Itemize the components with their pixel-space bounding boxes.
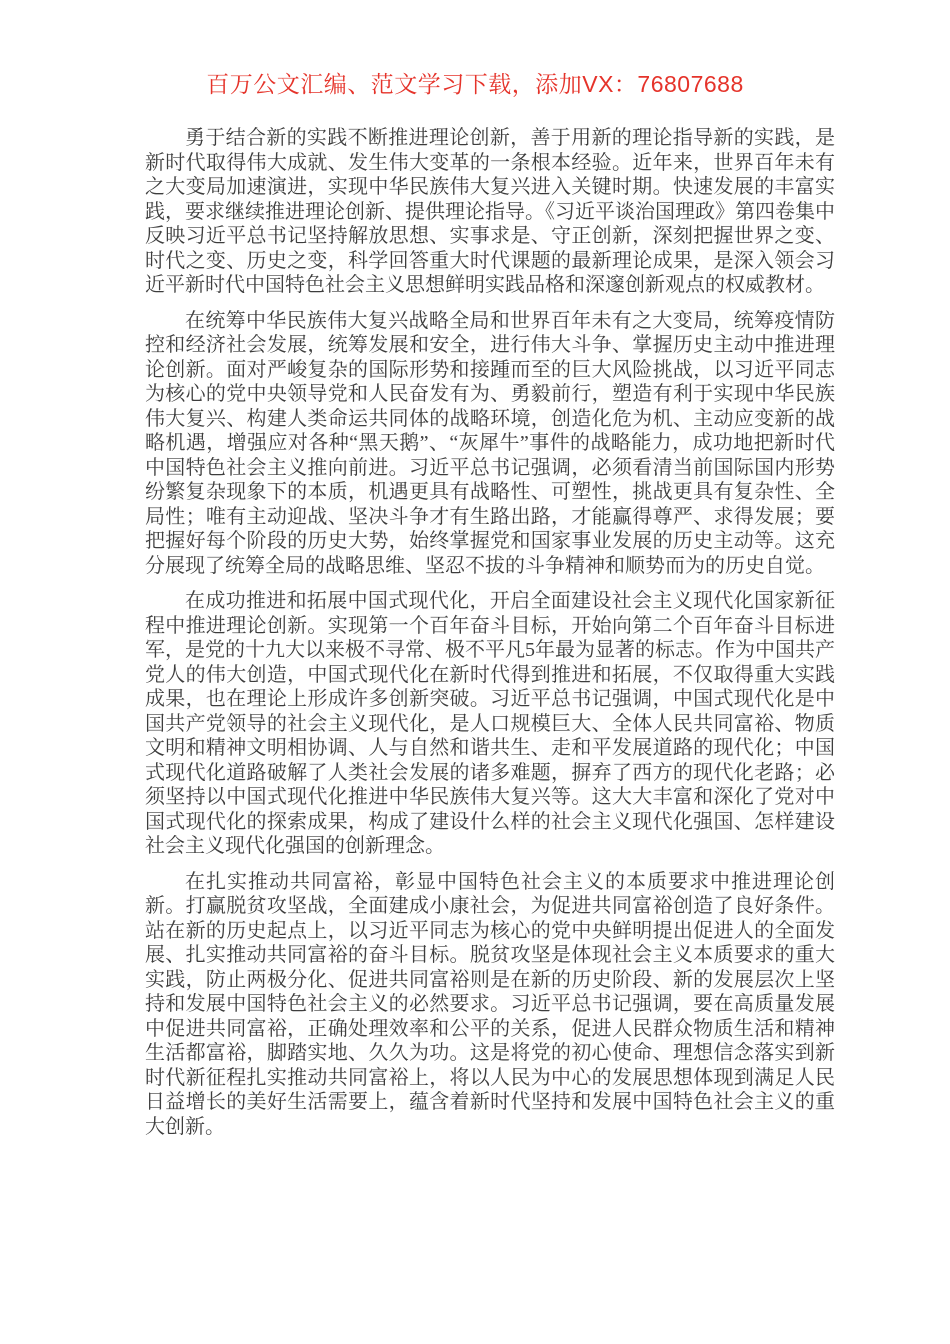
body-paragraph: 在成功推进和拓展中国式现代化，开启全面建设社会主义现代化国家新征程中推进理论创新。实现第一个百年奋斗目标，开始向第二个百年奋斗目标进军，是党的十九大以来极不寻常、极不平凡5年最为显著的标志。作为中国共产党人的伟大创造，中国式现代化在新时代得到推进和拓展，不仅取得重大实践成果，也在理论上形成许多创新突破。习近平总书记强调，中国式现代化是中国共产党领导的社会主义现代化，是人口规模巨大、全体人民共同富裕、物质文明和精神文明相协调、人与自然和谐共生、走和平发展道路的现代化；中国式现代化道路破解了人类社会发展的诸多难题，摒弃了西方的现代化老路；必须坚持以中国式现代化推进中华民族伟大复兴等。这大大丰富和深化了党对中国式现代化的探索成果，构成了建设什么样的社会主义现代化强国、怎样建设社会主义现代化强国的创新理念。: [145, 590, 835, 857]
document-body: [145, 126, 835, 1139]
promo-header-text: 百万公文汇编、范文学习下载，添加VX：76807688: [206, 71, 744, 97]
body-paragraph: 在统筹中华民族伟大复兴战略全局和世界百年未有之大变局，统筹疫情防控和经济社会发展，统筹发展和安全，进行伟大斗争、掌握历史主动中推进理论创新。面对严峻复杂的国际形势和接踵而至的巨大风险挑战，以习近平同志为核心的党中央领导党和人民奋发有为、勇毅前行，塑造有利于实现中华民族伟大复兴、构建人类命运共同体的战略环境，创造化危为机、主动应变新的战略机遇，增强应对各种“黑天鹅”、“灰犀牛”事件的战略能力，成功地把新时代中国特色社会主义推向前进。习近平总书记强调，必须看清当前国际国内形势纷繁复杂现象下的本质，机遇更具有战略性、可塑性，挑战更具有复杂性、全局性；唯有主动迎战、坚决斗争才有生路出路，才能赢得尊严、求得发展；要把握好每个阶段的历史大势，始终掌握党和国家事业发展的历史主动等。这充分展现了统筹全局的战略思维、坚忍不拔的斗争精神和顺势而为的历史自觉。: [145, 309, 835, 577]
body-paragraph: 勇于结合新的实践不断推进理论创新，善于用新的理论指导新的实践，是新时代取得伟大成就、发生伟大变革的一条根本经验。近年来，世界百年未有之大变局加速演进，实现中华民族伟大复兴进入关键时期。快速发展的丰富实践，要求继续推进理论创新、提供理论指导。《习近平谈治国理政》第四卷集中反映习近平总书记坚持解放思想、实事求是、守正创新，深刻把握世界之变、时代之变、历史之变，科学回答重大时代课题的最新理论成果，是深入领会习近平新时代中国特色社会主义思想鲜明实践品格和深邃创新观点的权威教材。: [145, 127, 835, 296]
body-paragraph: 在扎实推动共同富裕，彰显中国特色社会主义的本质要求中推进理论创新。打赢脱贫攻坚战，全面建成小康社会，为促进共同富裕创造了良好条件。站在新的历史起点上，以习近平同志为核心的党中央鲜明提出促进人的全面发展、扎实推动共同富裕的奋斗目标。脱贫攻坚是体现社会主义本质要求的重大实践，防止两极分化、促进共同富裕则是在新的历史阶段、新的发展层次上坚持和发展中国特色社会主义的必然要求。习近平总书记强调，要在高质量发展中促进共同富裕，正确处理效率和公平的关系，促进人民群众物质生活和精神生活都富裕，脚踏实地、久久为功。这是将党的初心使命、理想信念落实到新时代新征程扎实推动共同富裕上，将以人民为中心的发展思想体现到满足人民日益增长的美好生活需要上，蕴含着新时代坚持和发展中国特色社会主义的重大创新。: [145, 870, 835, 1138]
